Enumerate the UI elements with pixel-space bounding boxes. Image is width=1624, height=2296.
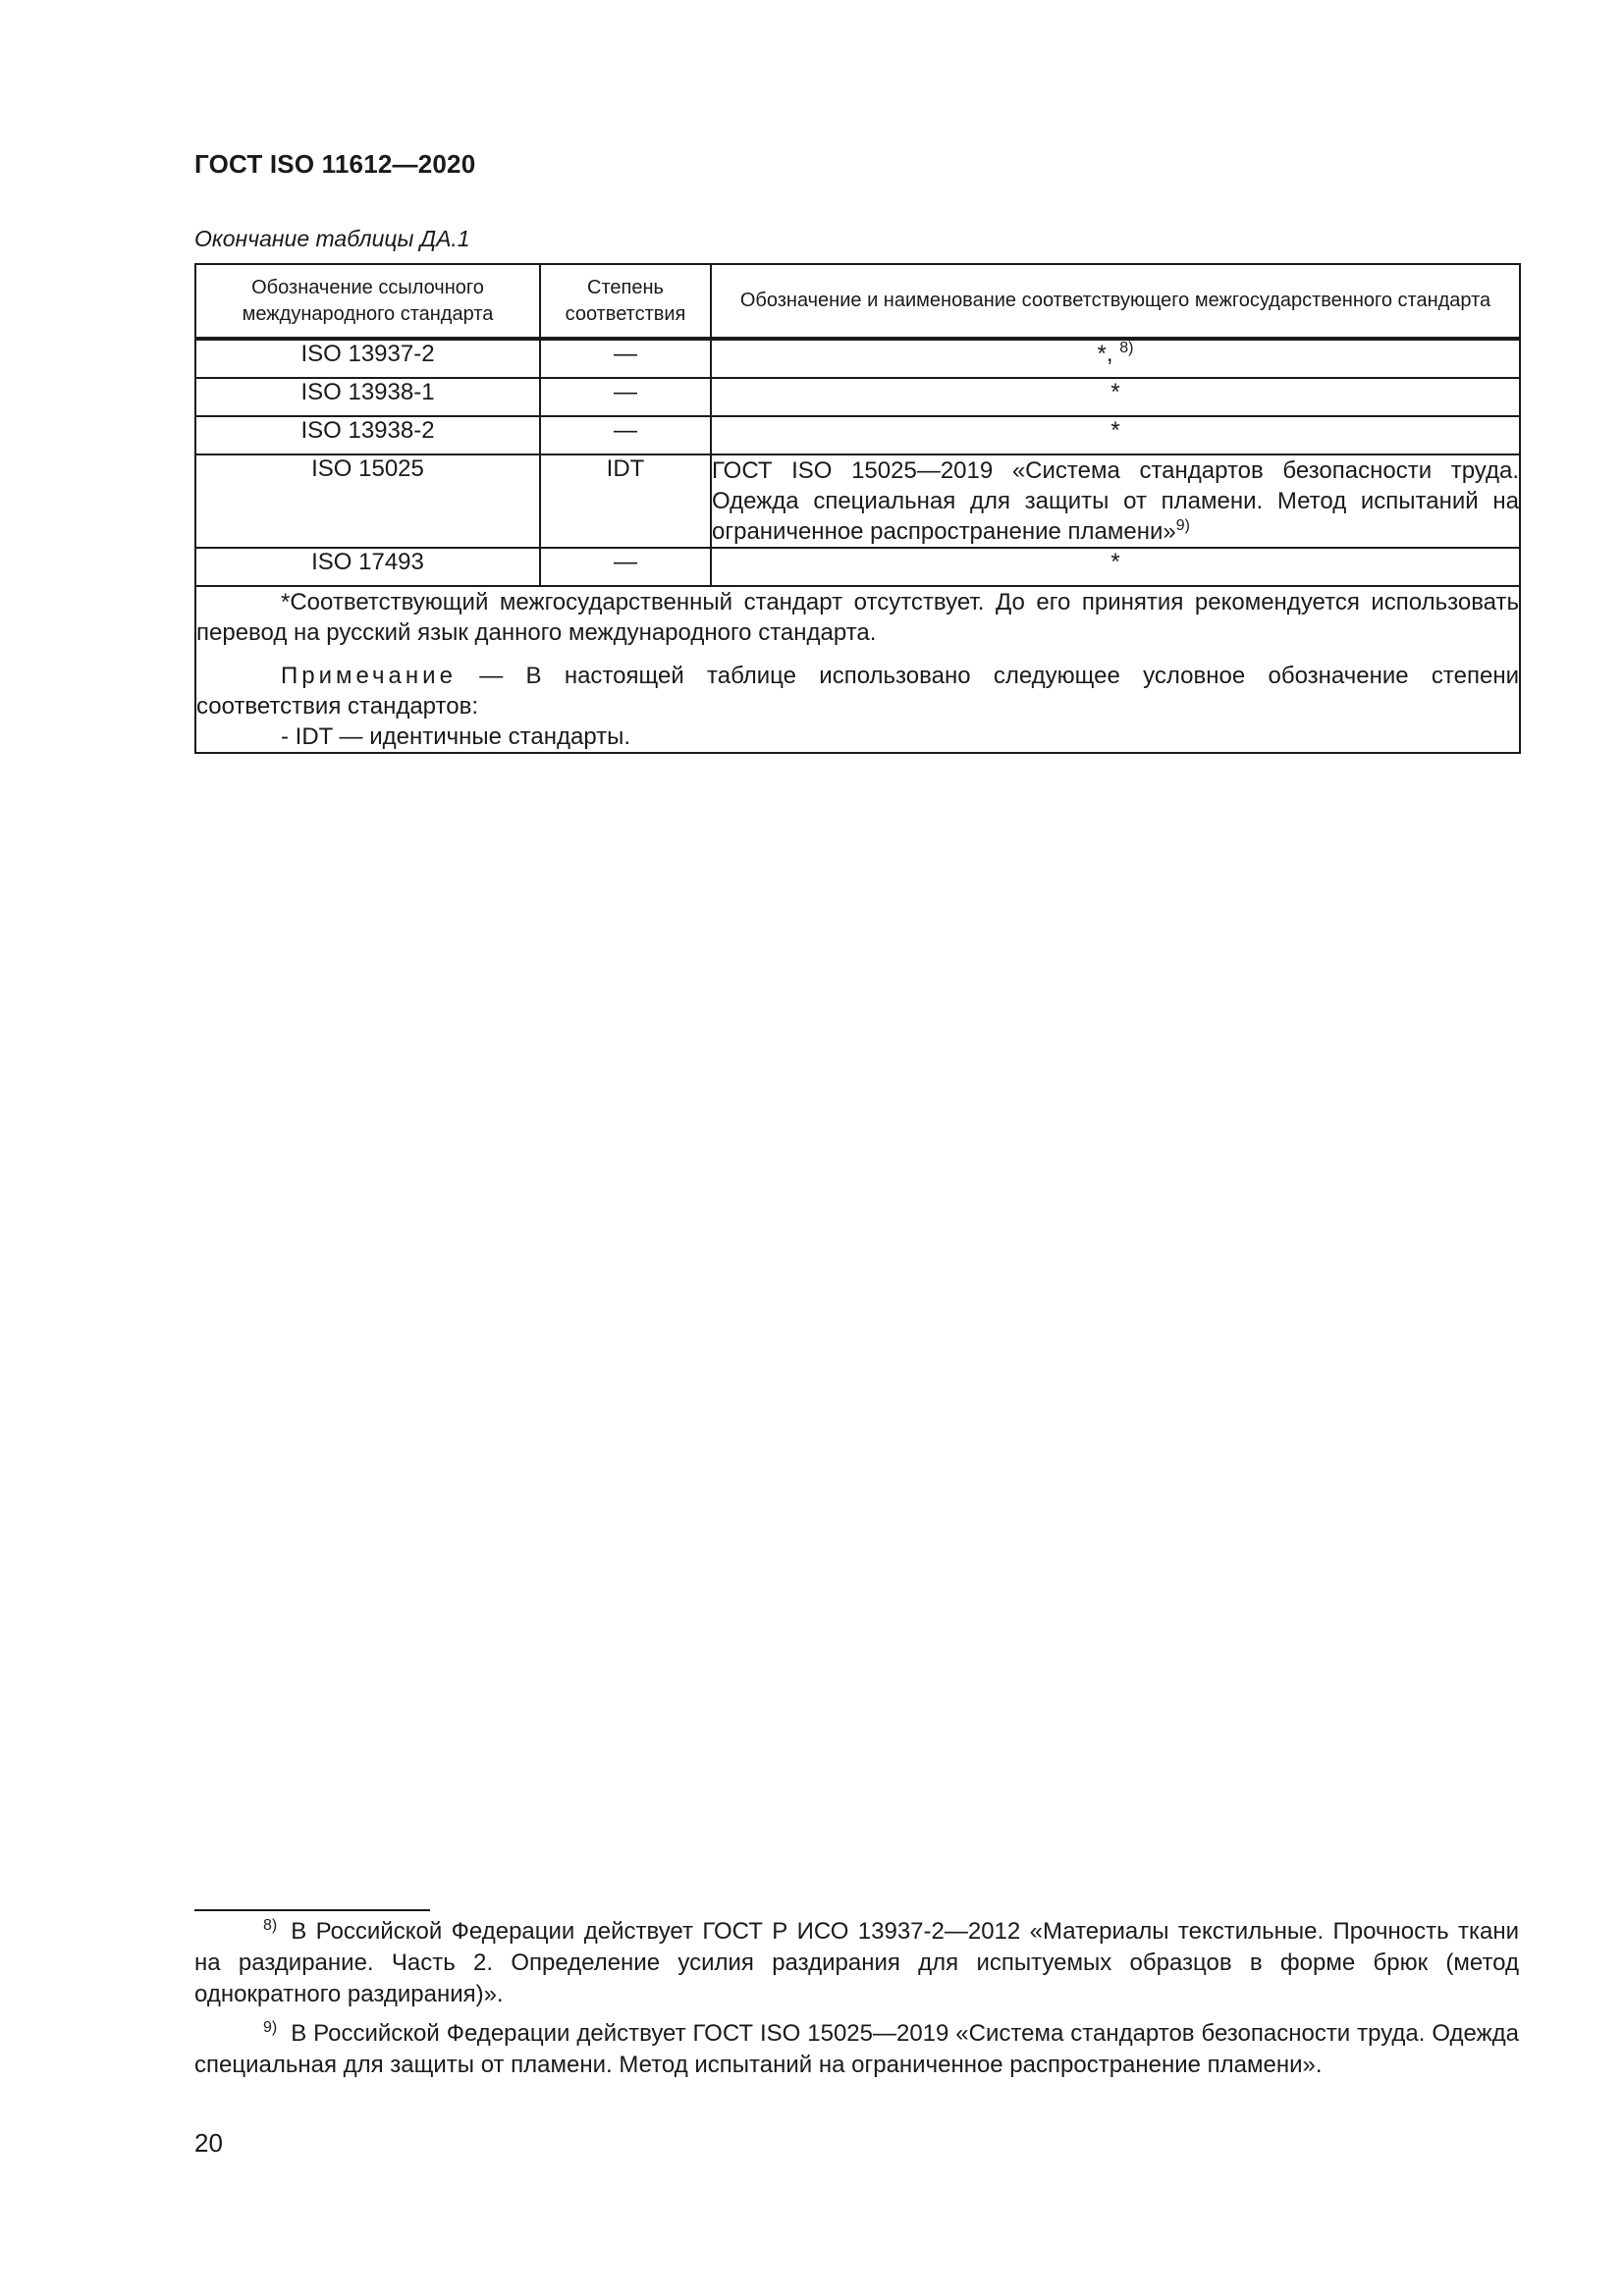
degree-cell: — — [540, 378, 711, 416]
degree-cell: — — [540, 548, 711, 586]
note-list-item: - IDT — идентичные стандарты. — [281, 723, 631, 750]
ref-cell: ISO 13938-1 — [195, 378, 540, 416]
column-header-ref: Обозначение ссылочного международного стандарта — [195, 264, 540, 339]
column-header-degree: Степень соответствия — [540, 264, 711, 339]
footnote-item — [194, 2018, 1519, 2081]
table-notes — [195, 586, 1520, 753]
footnote-mark: 8) — [263, 1917, 278, 1934]
note-text: — В настоящей таблице использовано следующее условное обозначение степени соответствия стандартов: — [196, 663, 1519, 720]
table-row — [195, 548, 1520, 586]
footnote-mark: 9) — [263, 2019, 278, 2036]
designation-cell — [711, 454, 1520, 548]
degree-cell: — — [540, 339, 711, 378]
designation-cell: * — [711, 548, 1520, 586]
degree-cell: — — [540, 416, 711, 454]
degree-cell: IDT — [540, 454, 711, 548]
footnote-text: В Российской Федерации действует ГОСТ ISO 15025—2019 «Система стандартов безопасности труда. Одежда специальная для защиты от пламени. Метод испытаний на ограниченное распространение пламени». — [194, 2020, 1519, 2078]
table-row — [195, 454, 1520, 548]
footnote-divider — [194, 1909, 430, 1911]
designation-cell — [711, 339, 1520, 378]
page-number: 20 — [194, 2128, 223, 2158]
table-note — [196, 661, 1519, 721]
column-header-designation: Обозначение и наименование соответствующего межгосударственного стандарта — [711, 264, 1520, 339]
designation-text: ГОСТ ISO 15025—2019 «Система стандартов безопасности труда. Одежда специальная для защиты от пламени. Метод испытаний на ограниченное распространение пламени» — [712, 457, 1519, 545]
ref-cell: ISO 13937-2 — [195, 339, 540, 378]
table-header-row — [195, 264, 1520, 339]
footnotes — [194, 1916, 1519, 2089]
table-caption: Окончание таблицы ДА.1 — [194, 226, 470, 251]
footnote-text: В Российской Федерации действует ГОСТ Р ИСО 13937-2—2012 «Материалы текстильные. Прочность ткани на раздирание. Часть 2. Определение усилия раздирания для испытуемых образцов в форме брюк (метод однократного раздирания)». — [194, 1918, 1519, 2007]
table-row — [195, 339, 1520, 378]
standards-table — [194, 263, 1521, 754]
note-label: Примечание — [281, 663, 457, 689]
footnote-ref: 8) — [1119, 340, 1134, 356]
table-row — [195, 416, 1520, 454]
designation-cell: * — [711, 416, 1520, 454]
ref-cell: ISO 13938-2 — [195, 416, 540, 454]
ref-cell: ISO 15025 — [195, 454, 540, 548]
designation-cell: * — [711, 378, 1520, 416]
table-footnote: *Соответствующий межгосударственный стандарт отсутствует. До его принятия рекомендуется использовать перевод на русский язык данного международного стандарта. — [196, 589, 1519, 646]
table-row — [195, 378, 1520, 416]
footnote-item — [194, 1916, 1519, 2010]
designation-text: *, — [1097, 341, 1113, 367]
ref-cell: ISO 17493 — [195, 548, 540, 586]
table-notes-row — [195, 586, 1520, 753]
footnote-ref: 9) — [1175, 517, 1190, 534]
document-code: ГОСТ ISO 11612—2020 — [194, 149, 476, 179]
